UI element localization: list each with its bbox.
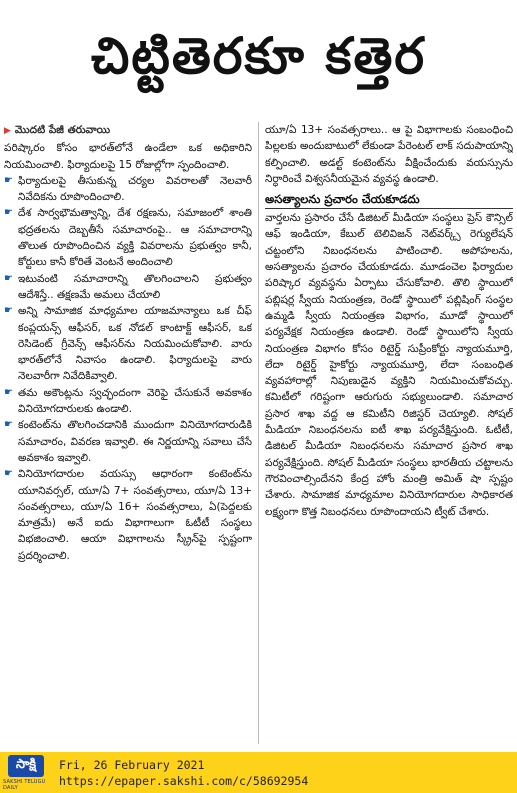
bullet-item <box>4 466 252 564</box>
sakshi-logo <box>3 752 49 793</box>
column-divider <box>258 122 259 744</box>
footer-bar <box>0 752 517 793</box>
triangle-right-icon: ▶ <box>4 126 11 136</box>
bullet-text: అన్ని సామాజిక మాధ్యమాల యాజమాన్యాలు ఒక చీఫ్ కంప్లయన్స్ ఆఫీసర్, ఒక నోడల్ కాంటాక్ట్ ఆఫీసర్, ఒక రెసిడెంట్ గ్రీవెన్స్ ఆఫీసర్‌ను నియమించుకోవాలి. వారు భారత్‌లోనే నివాసం ఉండాలి. ఫిర్యాదులపై వారు నెలవారీగా నివేదికివ్వాలి. <box>18 305 252 383</box>
left-column <box>4 122 252 744</box>
pointing-hand-icon: ☛ <box>4 207 13 219</box>
headline: చిట్టితెరకూ కత్తెర <box>90 27 426 85</box>
footer-date: Fri, 26 February 2021 <box>59 757 205 772</box>
bullet-item <box>4 385 252 418</box>
paragraph: వార్తలను ప్రసారం చేసే డిజిటల్ మీడియా సంస్థలు ప్రెస్ కౌన్సిల్ ఆఫ్ ఇండియా, కేబుల్ టెలివిజన్ నెట్‌వర్క్స్ రెగ్యులేషన్ చట్టంలోని నిబంధనలను పాటించాలి. అపోహలను, అసత్యాలను ప్రచారం చేయకూడదు. మూడంచెల ఫిర్యాదుల పరిష్కార వ్యవస్థను ఏర్పాటు చేసుకోవాలి. తొలి స్థాయిలో పబ్లిషర్ల స్వీయ నియంత్రణ, రెండో స్థాయిలో పబ్లిషింగ్ సంస్థల ఉమ్మడి స్వీయ నియంత్రణ విభాగం, మూడో స్థాయిలో పర్యవేక్షక నియంత్రణ ఉండాలి. రెండో స్థాయిలోని స్వీయ నియంత్రణ విభాగం కోసం రిటైర్డ్ సుప్రీంకోర్టు న్యాయమూర్తి, లేదా రిటైర్డ్ హైకోర్టు న్యాయమూర్తి, లేదా సంబంధిత వ్యవహారాల్లో నిపుణుడైన వ్యక్తిని నియమించుకోవచ్చు. కమిటీలో గరిష్టంగా ఆరుగురు సభ్యులుండాలి. సమాచార ప్రసార శాఖ వద్ద ఆ కమిటీని రిజిస్టర్ చెయ్యాలి. సోషల్ మీడియా నిబంధనలను ఐటీ శాఖ పర్యవేక్షిస్తుంది. ఓటీటీ, డిజిటల్ మీడియా నిబంధనలను సమాచార ప్రసార శాఖ పర్యవేక్షిస్తుంది. సోషల్ మీడియా సంస్థలు భారతీయ చట్టాలను గౌరవించాల్సిందేనని కేంద్ర హోం మంత్రి అమిత్ షా స్పష్టం చేశారు. సామాజిక మాధ్యమాల వినియోగదారుల సాధికారత లక్ష్యంగా కొత్త నిబంధనలు రూపొందాయని ట్వీట్ చేశారు. <box>265 212 513 518</box>
bullet-item <box>4 417 252 466</box>
pointing-hand-icon: ☛ <box>4 305 13 317</box>
bullet-item <box>4 173 252 206</box>
right-column <box>265 122 513 744</box>
pointing-hand-icon: ☛ <box>4 386 13 398</box>
logo-mark: సాక్షి <box>8 755 44 777</box>
bullet-item <box>4 271 252 304</box>
paragraph: పరిష్కారం కోసం భారత్‌లోనే ఉండేలా ఒక అధికారిని నియమించాలి. ఫిర్యాదులపై 15 రోజుల్లోగా స్పందించాలి. <box>4 142 252 171</box>
subheading: అసత్యాలను ప్రచారం చేయకూడదు <box>265 190 513 209</box>
bullet-text: కంటెంట్‌ను తొలగించడానికి ముందుగా వినియోగదారుడికి సమాచారం, వివరణ ఇవ్వాలి. ఈ నిర్ణయాన్ని సవాలు చేసే అవకాశం ఇవ్వాలి. <box>18 419 252 464</box>
kicker-text: మొదటి పేజీ తరువాయి <box>14 124 111 136</box>
bullet-item <box>4 205 252 270</box>
pointing-hand-icon: ☛ <box>4 419 13 431</box>
logo-subtitle: SAKSHI TELUGU DAILY <box>3 778 46 791</box>
bullet-text: తమ అకౌంట్లను స్వచ్ఛందంగా వెరిఫై చేసుకునే అవకాశం వినియోగదారులకు ఉండాలి. <box>18 386 252 416</box>
bullet-text: ఫిర్యాదులపై తీసుకున్న చర్యల వివరాలతో నెలవారీ నివేదికను రూపొందించాలి. <box>18 174 252 204</box>
kicker <box>4 122 252 139</box>
paragraph: యూ/ఏ 13+ సంవత్సరాలు.. ఆ పై విభాగాలకు సంబంధించి పిల్లలకు అందుబాటులో లేకుండా పేరెంటల్ లాక్ సదుపాయాన్ని కల్పించాలి. అడల్ట్ కంటెంట్‌ను వీక్షించేందుకు వయస్సును నిర్ధారించే విశ్వసనీయమైన వ్యవస్థ ఉండాలి. <box>265 124 513 185</box>
footer-url[interactable]: https://epaper.sakshi.com/c/58692954 <box>59 773 309 788</box>
pointing-hand-icon: ☛ <box>4 272 13 284</box>
bullet-text: దేశ సార్వభౌమత్వాన్ని, దేశ రక్షణను, సమాజంలో శాంతి భద్రతలను దెబ్బతీసే సమాచారంపై.. ఆ సమాచారాన్ని తొలుత రూపొందించిన వ్యక్తి వివరాలను ప్రభుత్వం కానీ, కోర్టులు కానీ కోరితే వెంటనే అందించాలి <box>18 207 252 269</box>
bullet-text: వినియోగదారుల వయస్సు ఆధారంగా కంటెంట్‌ను యూనివర్సల్, యూ/ఏ 7+ సంవత్సరాలు, యూ/ఏ 13+ సంవత్సరాలు, యూ/ఏ 16+ సంవత్సరాలు, ఏ(పెద్దలకు మాత్రమే) అనే ఐదు విభాగాలుగా ఓటీటీ సంస్థలు విభజించాలి. ఆయా విభాగాలను స్క్రీన్‌పై స్పష్టంగా ప్రదర్శించాలి. <box>18 468 252 562</box>
pointing-hand-icon: ☛ <box>4 468 13 480</box>
bullet-item <box>4 303 252 384</box>
article-body <box>4 122 513 744</box>
pointing-hand-icon: ☛ <box>4 174 13 186</box>
footer-meta <box>59 757 308 789</box>
bullet-text: ఇటువంటి సమాచారాన్ని తొలగించాలని ప్రభుత్వం ఆదేశిస్తే.. తక్షణమే అమలు చేయాలి <box>18 272 252 301</box>
